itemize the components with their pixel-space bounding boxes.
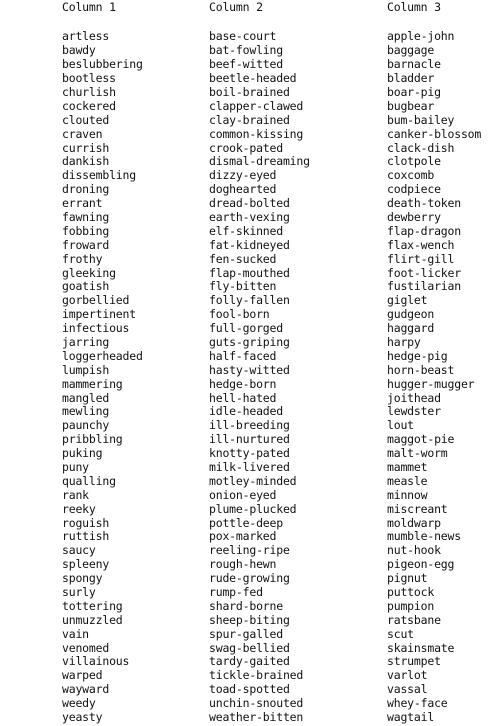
list-item: wayward bbox=[62, 682, 110, 697]
list-item: common-kissing bbox=[209, 126, 304, 141]
list-item: tickle-brained bbox=[209, 668, 304, 683]
list-item: bawdy bbox=[62, 43, 96, 58]
list-item: bat-fowling bbox=[209, 43, 283, 58]
list-item: clack-dish bbox=[387, 140, 455, 155]
list-item: spur-galled bbox=[209, 626, 283, 641]
list-item: gorbellied bbox=[62, 293, 130, 308]
column-1-header: Column 1 bbox=[62, 0, 116, 14]
list-item: venomed bbox=[62, 640, 110, 655]
column-3-list bbox=[387, 30, 481, 725]
list-item: varlot bbox=[387, 668, 428, 683]
list-item: haggard bbox=[387, 321, 435, 336]
list-item: maggot-pie bbox=[387, 432, 455, 447]
list-item: sheep-biting bbox=[209, 612, 290, 627]
list-item: ruttish bbox=[62, 529, 110, 544]
list-item: mangled bbox=[62, 390, 110, 405]
list-item: spongy bbox=[62, 571, 103, 586]
column-2 bbox=[209, 1, 310, 725]
list-item: fen-sucked bbox=[209, 251, 277, 266]
list-item: horn-beast bbox=[387, 362, 455, 377]
list-item: onion-eyed bbox=[209, 487, 277, 502]
list-item: lumpish bbox=[62, 362, 110, 377]
list-item: puny bbox=[62, 460, 89, 474]
list-item: pottle-deep bbox=[209, 515, 283, 530]
list-item: pribbling bbox=[62, 432, 123, 447]
list-item: hedge-pig bbox=[387, 348, 448, 363]
list-item: base-court bbox=[209, 29, 277, 44]
list-item: warped bbox=[62, 668, 103, 683]
list-item: unmuzzled bbox=[62, 612, 123, 627]
list-item: gleeking bbox=[62, 265, 116, 280]
list-item: paunchy bbox=[62, 418, 110, 433]
list-item: flap-dragon bbox=[387, 223, 461, 238]
column-3-header: Column 3 bbox=[387, 0, 441, 14]
list-item: clouted bbox=[62, 112, 110, 127]
list-item: idle-headed bbox=[209, 404, 283, 419]
list-item: harpy bbox=[387, 334, 421, 349]
list-item: dankish bbox=[62, 154, 110, 169]
column-2-list bbox=[209, 30, 310, 725]
list-item: giglet bbox=[387, 293, 428, 308]
list-item: full-gorged bbox=[209, 321, 283, 336]
list-item: rump-fed bbox=[209, 585, 263, 600]
list-item: canker-blossom bbox=[387, 126, 482, 141]
list-item: elf-skinned bbox=[209, 223, 283, 238]
list-item: currish bbox=[62, 140, 110, 155]
list-item: flirt-gill bbox=[387, 251, 455, 266]
column-2-header: Column 2 bbox=[209, 0, 263, 14]
list-item: vassal bbox=[387, 682, 428, 697]
list-item: milk-livered bbox=[209, 460, 290, 474]
list-item: surly bbox=[62, 585, 96, 600]
list-item: mumble-news bbox=[387, 529, 461, 544]
list-item: churlish bbox=[62, 84, 116, 99]
list-item: strumpet bbox=[387, 654, 441, 669]
list-item: nut-hook bbox=[387, 543, 441, 558]
list-item: joithead bbox=[387, 390, 441, 405]
list-item: guts-griping bbox=[209, 334, 290, 349]
list-item: roguish bbox=[62, 515, 110, 530]
list-item: measle bbox=[387, 473, 428, 488]
list-item: cockered bbox=[62, 98, 116, 113]
list-item: codpiece bbox=[387, 182, 441, 197]
list-item: villainous bbox=[62, 654, 130, 669]
list-item: reeling-ripe bbox=[209, 543, 290, 558]
list-item: froward bbox=[62, 237, 110, 252]
list-item: crook-pated bbox=[209, 140, 283, 155]
column-1-list bbox=[62, 30, 143, 725]
list-item: malt-worm bbox=[387, 446, 448, 461]
list-item: bugbear bbox=[387, 98, 435, 113]
list-item: bladder bbox=[387, 71, 435, 86]
list-item: baggage bbox=[387, 43, 435, 58]
list-item: earth-vexing bbox=[209, 209, 290, 224]
list-item: pignut bbox=[387, 571, 428, 586]
list-item: rank bbox=[62, 487, 89, 502]
list-item: toad-spotted bbox=[209, 682, 290, 697]
list-item: hasty-witted bbox=[209, 362, 290, 377]
list-item: infectious bbox=[62, 321, 130, 336]
list-item: dread-bolted bbox=[209, 196, 290, 211]
list-item: barnacle bbox=[387, 57, 441, 72]
list-item: artless bbox=[62, 29, 110, 44]
list-item: ill-nurtured bbox=[209, 432, 290, 447]
column-1 bbox=[62, 1, 143, 725]
list-item: dewberry bbox=[387, 209, 441, 224]
list-item: mammet bbox=[387, 460, 428, 474]
list-item: bootless bbox=[62, 71, 116, 86]
list-item: fustilarian bbox=[387, 279, 461, 294]
list-item: swag-bellied bbox=[209, 640, 290, 655]
list-item: flap-mouthed bbox=[209, 265, 290, 280]
column-3 bbox=[387, 1, 481, 725]
list-item: miscreant bbox=[387, 501, 448, 516]
list-item: half-faced bbox=[209, 348, 277, 363]
list-item: yeasty bbox=[62, 710, 103, 725]
list-item: bum-bailey bbox=[387, 112, 455, 127]
list-item: craven bbox=[62, 126, 103, 141]
list-item: folly-fallen bbox=[209, 293, 290, 308]
list-item: wagtail bbox=[387, 710, 435, 725]
list-item: mewling bbox=[62, 404, 110, 419]
list-item: clotpole bbox=[387, 154, 441, 169]
list-item: clapper-clawed bbox=[209, 98, 304, 113]
list-item: goatish bbox=[62, 279, 110, 294]
list-item: puking bbox=[62, 446, 103, 461]
list-item: weedy bbox=[62, 696, 96, 711]
list-item: foot-licker bbox=[387, 265, 461, 280]
list-item: ill-breeding bbox=[209, 418, 290, 433]
list-item: puttock bbox=[387, 585, 435, 600]
list-item: qualling bbox=[62, 473, 116, 488]
list-item: skainsmate bbox=[387, 640, 455, 655]
list-item: plume-plucked bbox=[209, 501, 297, 516]
list-item: loggerheaded bbox=[62, 348, 143, 363]
list-item: droning bbox=[62, 182, 110, 197]
list-item: fool-born bbox=[209, 307, 270, 322]
list-item: tardy-gaited bbox=[209, 654, 290, 669]
list-item: doghearted bbox=[209, 182, 277, 197]
list-item: minnow bbox=[387, 487, 428, 502]
list-item: ratsbane bbox=[387, 612, 441, 627]
list-item: whey-face bbox=[387, 696, 448, 711]
list-item: gudgeon bbox=[387, 307, 435, 322]
list-item: pigeon-egg bbox=[387, 557, 455, 572]
list-item: shard-borne bbox=[209, 598, 283, 613]
list-item: frothy bbox=[62, 251, 103, 266]
list-item: beef-witted bbox=[209, 57, 283, 72]
list-item: rude-growing bbox=[209, 571, 290, 586]
list-item: unchin-snouted bbox=[209, 696, 304, 711]
list-item: hugger-mugger bbox=[387, 376, 475, 391]
list-item: coxcomb bbox=[387, 168, 435, 183]
list-item: death-token bbox=[387, 196, 461, 211]
list-item: rough-hewn bbox=[209, 557, 277, 572]
list-item: motley-minded bbox=[209, 473, 297, 488]
list-item: dismal-dreaming bbox=[209, 154, 310, 169]
list-item: pox-marked bbox=[209, 529, 277, 544]
list-item: boil-brained bbox=[209, 84, 290, 99]
list-item: boar-pig bbox=[387, 84, 441, 99]
list-item: knotty-pated bbox=[209, 446, 290, 461]
list-item: apple-john bbox=[387, 29, 455, 44]
list-item: vain bbox=[62, 626, 89, 641]
list-item: hell-hated bbox=[209, 390, 277, 405]
list-item: beslubbering bbox=[62, 57, 143, 72]
list-item: saucy bbox=[62, 543, 96, 558]
list-item: dissembling bbox=[62, 168, 136, 183]
list-item: fat-kidneyed bbox=[209, 237, 290, 252]
list-item: lout bbox=[387, 418, 414, 433]
list-item: flax-wench bbox=[387, 237, 455, 252]
list-item: impertinent bbox=[62, 307, 136, 322]
list-item: fly-bitten bbox=[209, 279, 277, 294]
list-item: scut bbox=[387, 626, 414, 641]
list-item: tottering bbox=[62, 598, 123, 613]
list-item: mammering bbox=[62, 376, 123, 391]
list-item: reeky bbox=[62, 501, 96, 516]
list-item: moldwarp bbox=[387, 515, 441, 530]
list-item: pumpion bbox=[387, 598, 435, 613]
list-item: clay-brained bbox=[209, 112, 290, 127]
list-item: spleeny bbox=[62, 557, 110, 572]
list-item: hedge-born bbox=[209, 376, 277, 391]
list-item: jarring bbox=[62, 334, 110, 349]
list-item: fobbing bbox=[62, 223, 110, 238]
list-item: fawning bbox=[62, 209, 110, 224]
list-item: dizzy-eyed bbox=[209, 168, 277, 183]
list-item: lewdster bbox=[387, 404, 441, 419]
list-item: beetle-headed bbox=[209, 71, 297, 86]
list-item: weather-bitten bbox=[209, 710, 304, 725]
list-item: errant bbox=[62, 196, 103, 211]
